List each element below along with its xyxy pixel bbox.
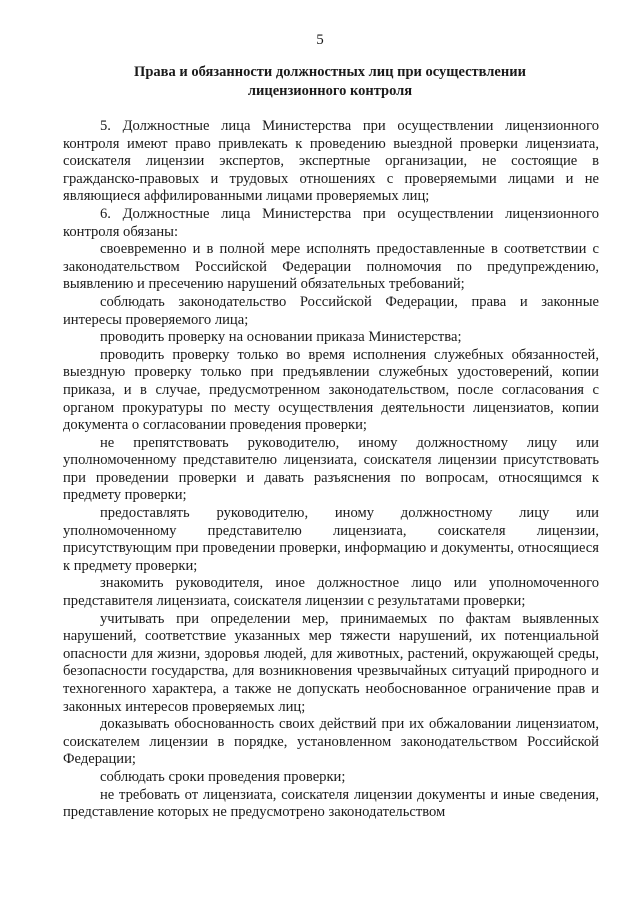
duty-item: знакомить руководителя, иное должностное лицо или уполномоченного представителя лицензиата, соискателя лицензии с результатами проверки; bbox=[63, 575, 599, 610]
duty-item: своевременно и в полной мере исполнять предоставленные в соответствии с законодательством Российской Федерации полномочия по предупреждению, выявлению и пресечению нарушений обязательных требований; bbox=[63, 241, 599, 293]
section-heading bbox=[100, 63, 560, 101]
page-number: 5 bbox=[316, 32, 324, 48]
duty-item: не требовать от лицензиата, соискателя лицензии документы и иные сведения, представление которых не предусмотрено законодательством bbox=[63, 786, 599, 821]
duty-item: доказывать обоснованность своих действий при их обжаловании лицензиатом, соискателем лицензии в порядке, установленном законодательством Российской Федерации; bbox=[63, 716, 599, 768]
duty-item: не препятствовать руководителю, иному должностному лицу или уполномоченному представителю лицензиата, соискателя лицензии присутствовать при проведении проверки и давать разъяснения по вопросам, относящимся к предмету проверки; bbox=[63, 434, 599, 504]
document-body bbox=[63, 118, 599, 822]
duty-item: соблюдать законодательство Российской Федерации, права и законные интересы проверяемого лица; bbox=[63, 293, 599, 328]
paragraph-5-rights: 5. Должностные лица Министерства при осуществлении лицензионного контроля имеют право привлекать к проведению выездной проверки лицензиата, соискателя лицензии экспертов, экспертные организации, не состоящие в гражданско-правовых и трудовых отношениях с проверяемыми лицами и не являющиеся аффилированными лицами проверяемых лиц; bbox=[63, 118, 599, 205]
duty-item: соблюдать сроки проведения проверки; bbox=[100, 768, 346, 785]
section-heading-line-1: Права и обязанности должностных лиц при осуществлении bbox=[134, 64, 526, 80]
paragraph-6-duties-intro: 6. Должностные лица Министерства при осуществлении лицензионного контроля обязаны: bbox=[63, 205, 599, 240]
section-heading-line-2: лицензионного контроля bbox=[247, 83, 413, 99]
duty-item: учитывать при определении мер, принимаемых по фактам выявленных нарушений, соответствие указанных мер тяжести нарушений, их потенциальной опасности для жизни, здоровья людей, для животных, растений, окружающей среды, безопасности государства, для возникновения чрезвычайных ситуаций природного и техногенного характера, а также не допускать необоснованное ограничение прав и законных интересов проверяемых лиц; bbox=[63, 610, 599, 715]
duty-item: проводить проверку только во время исполнения служебных обязанностей, выездную проверку только при предъявлении служебных удостоверений, копии приказа, и в случае, предусмотренном законодательством, после согласования с органом прокуратуры по месту осуществления деятельности лицензиатов, копии документа о согласовании проведения проверки; bbox=[63, 346, 599, 434]
duty-item: проводить проверку на основании приказа Министерства; bbox=[100, 329, 462, 346]
duty-item: предоставлять руководителю, иному должностному лицу или уполномоченному представителю лицензиата, соискателя лицензии, присутствующим при проведении проверки, информацию и документы, относящиеся к предмету проверки; bbox=[63, 505, 599, 574]
